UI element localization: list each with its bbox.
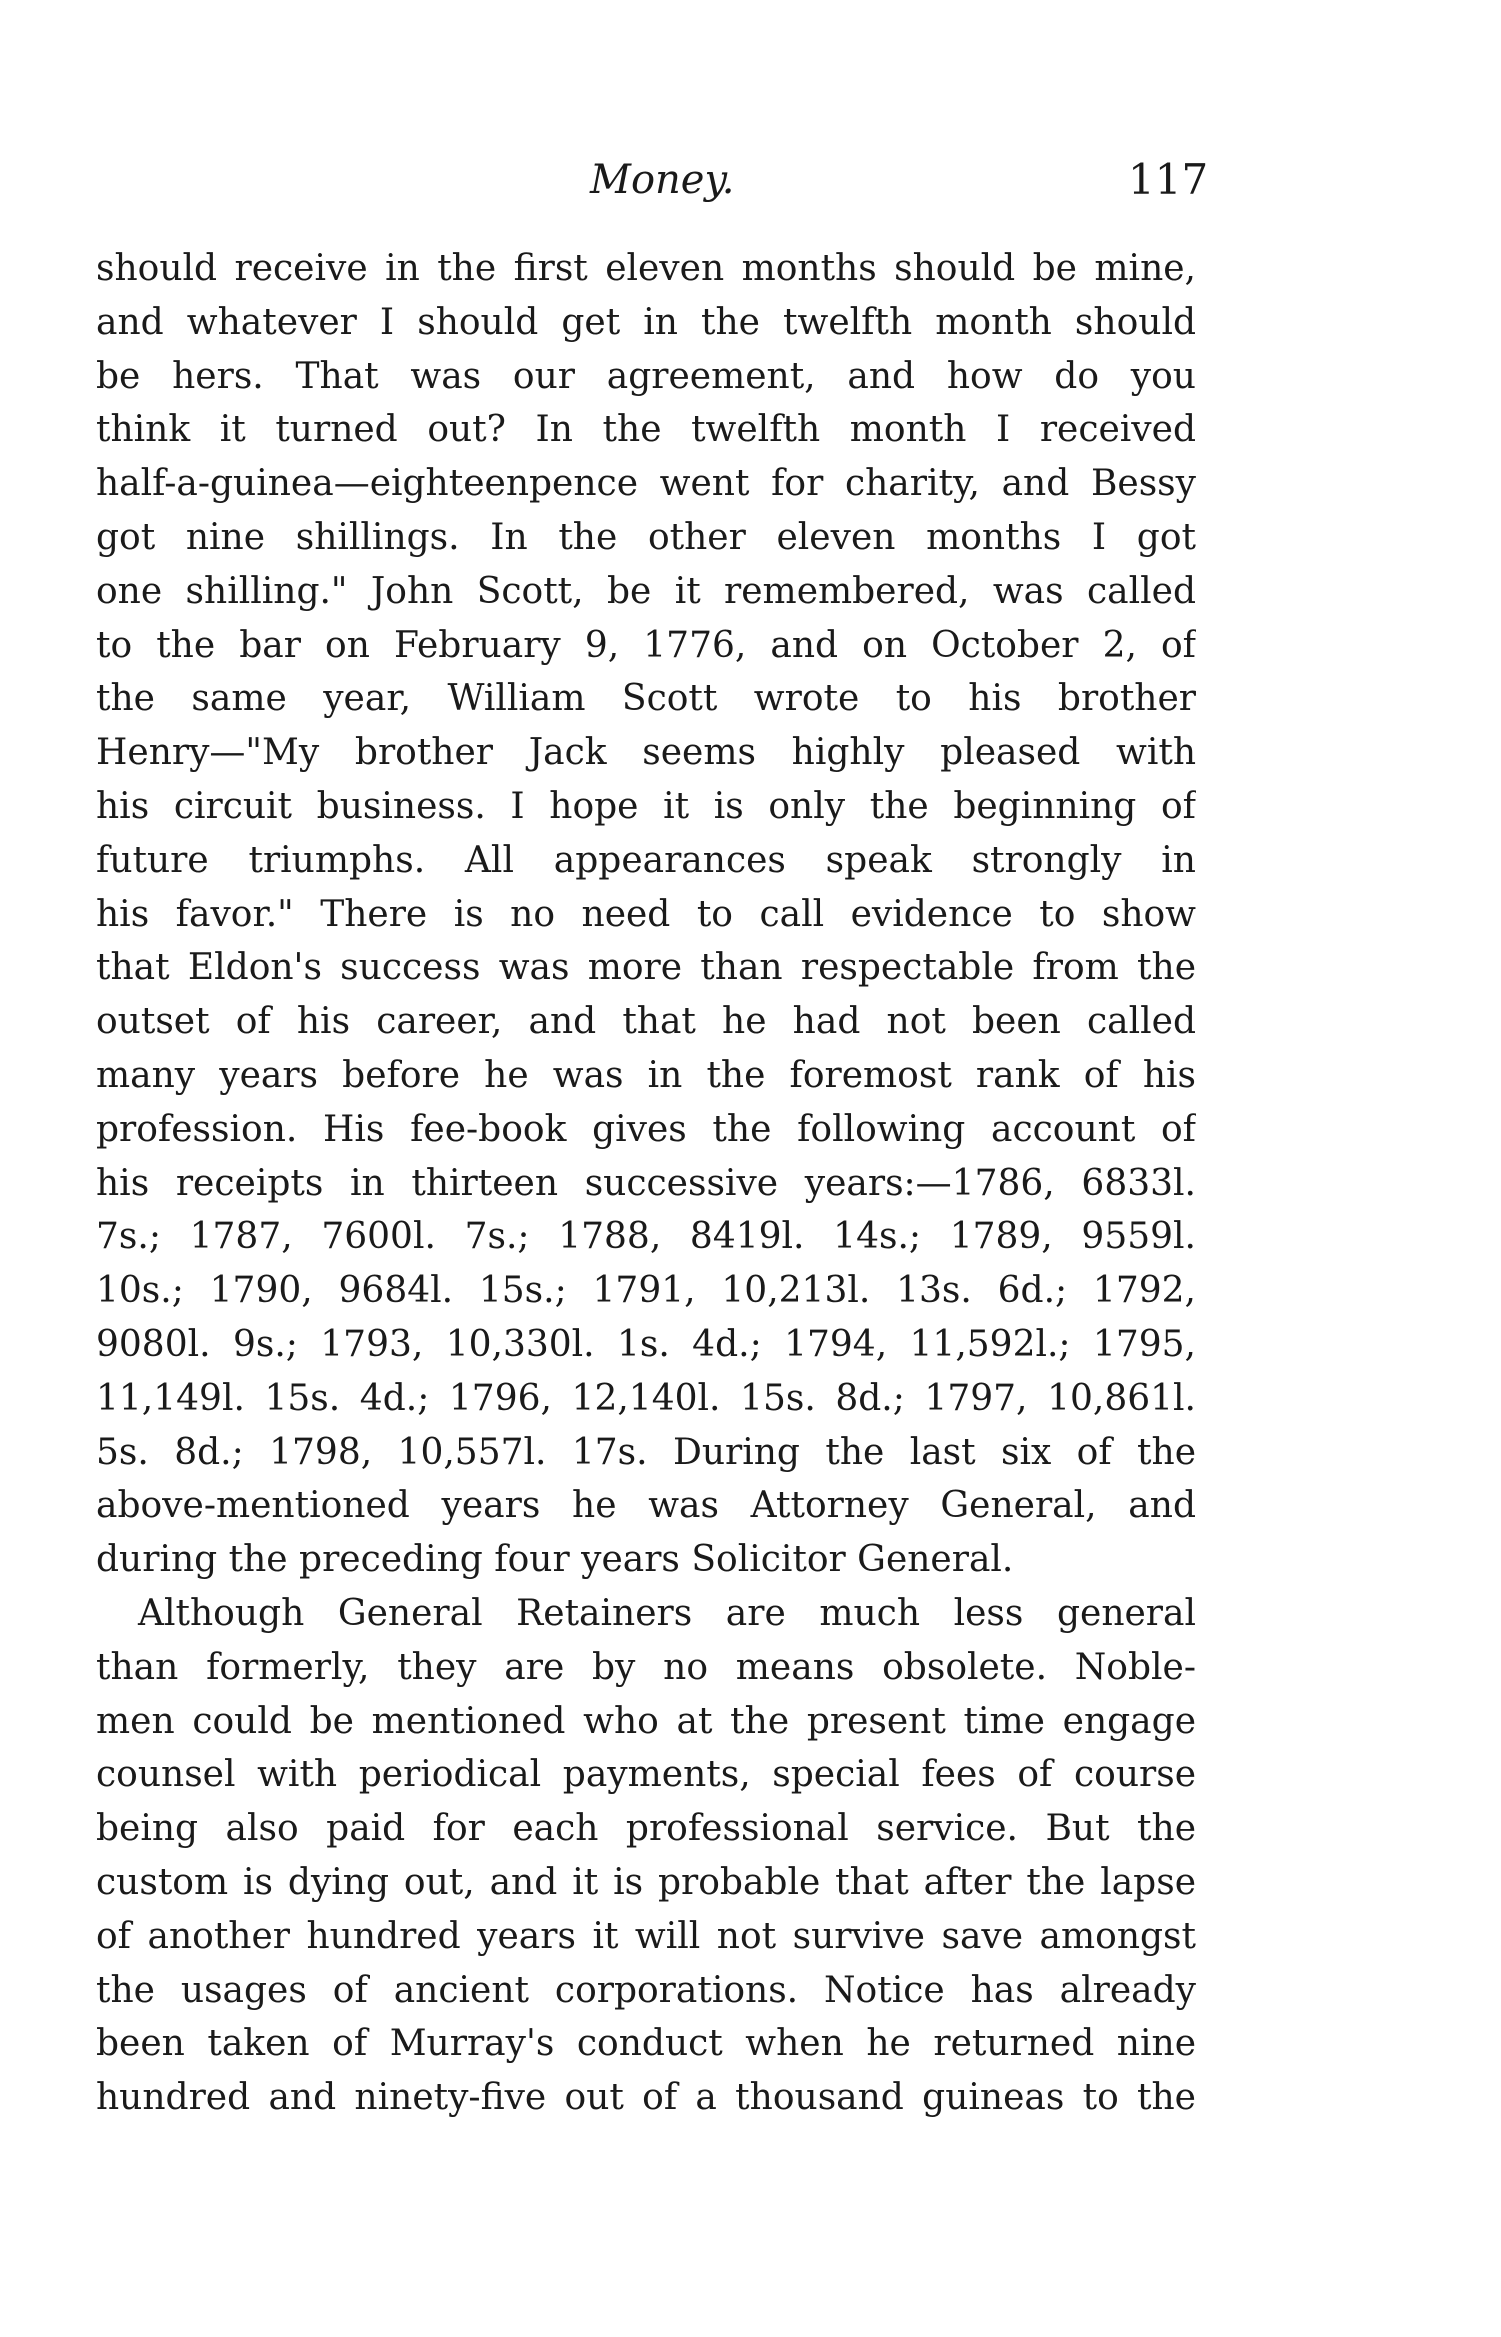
text-line: got nine shillings. In the other eleven months I got (96, 516, 1196, 558)
paragraph-2 (96, 1587, 1196, 2125)
running-title: Money. (590, 157, 735, 203)
text-line: 11,149l. 15s. 4d.; 1796, 12,140l. 15s. 8d.; 1797, 10,861l. (96, 1377, 1196, 1419)
text-line: 5s. 8d.; 1798, 10,557l. 17s. During the last six of the (96, 1431, 1196, 1473)
text-line: 7s.; 1787, 7600l. 7s.; 1788, 8419l. 14s.; 1789, 9559l. (96, 1216, 1196, 1258)
text-line: of another hundred years it will not survive save amongst (96, 1915, 1196, 1957)
text-line: outset of his career, and that he had not been called (96, 1001, 1196, 1043)
paragraph-1 (96, 242, 1196, 1587)
text-line: profession. His fee-book gives the following account of (96, 1108, 1196, 1150)
text-line: Henry—"My brother Jack seems highly pleased with (96, 732, 1196, 774)
text-line: counsel with periodical payments, special fees of course (96, 1754, 1196, 1796)
text-line: and whatever I should get in the twelfth month should (96, 301, 1196, 343)
page-number: 117 (1128, 155, 1209, 204)
text-line: that Eldon's success was more than respectable from the (96, 947, 1196, 989)
text-line: future triumphs. All appearances speak strongly in (96, 839, 1196, 881)
text-line: one shilling." John Scott, be it remembered, was called (96, 570, 1196, 612)
text-line: than formerly, they are by no means obsolete. Noble- (96, 1646, 1196, 1688)
text-line: been taken of Murray's conduct when he returned nine (96, 2023, 1196, 2065)
text-line: Although General Retainers are much less general (138, 1592, 1196, 1634)
text-line: men could be mentioned who at the present time engage (96, 1700, 1196, 1742)
running-head (0, 150, 1501, 210)
text-line: think it turned out? In the twelfth month I received (96, 409, 1196, 451)
text-line: hundred and ninety-five out of a thousand guineas to the (96, 2077, 1196, 2119)
text-line: his circuit business. I hope it is only the beginning of (96, 785, 1196, 827)
text-line: the same year, William Scott wrote to his brother (96, 678, 1196, 720)
text-line: custom is dying out, and it is probable that after the lapse (96, 1861, 1196, 1903)
text-line: above-mentioned years he was Attorney General, and (96, 1485, 1196, 1527)
text-line: to the bar on February 9, 1776, and on October 2, of (96, 624, 1196, 666)
text-line: the usages of ancient corporations. Notice has already (96, 1969, 1196, 2011)
text-line: 9080l. 9s.; 1793, 10,330l. 1s. 4d.; 1794, 11,592l.; 1795, (96, 1323, 1196, 1365)
text-line: many years before he was in the foremost rank of his (96, 1054, 1196, 1096)
text-line: his favor." There is no need to call evidence to show (96, 893, 1196, 935)
text-line: being also paid for each professional service. But the (96, 1808, 1196, 1850)
text-line: during the preceding four years Solicitor General. (96, 1539, 1014, 1581)
text-line: be hers. That was our agreement, and how do you (96, 355, 1196, 397)
text-line: half-a-guinea—eighteenpence went for charity, and Bessy (96, 463, 1196, 505)
text-line: 10s.; 1790, 9684l. 15s.; 1791, 10,213l. 13s. 6d.; 1792, (96, 1270, 1196, 1312)
text-line: his receipts in thirteen successive years:—1786, 6833l. (96, 1162, 1196, 1204)
body-text (96, 242, 1196, 2125)
text-line: should receive in the first eleven months should be mine, (96, 248, 1196, 289)
